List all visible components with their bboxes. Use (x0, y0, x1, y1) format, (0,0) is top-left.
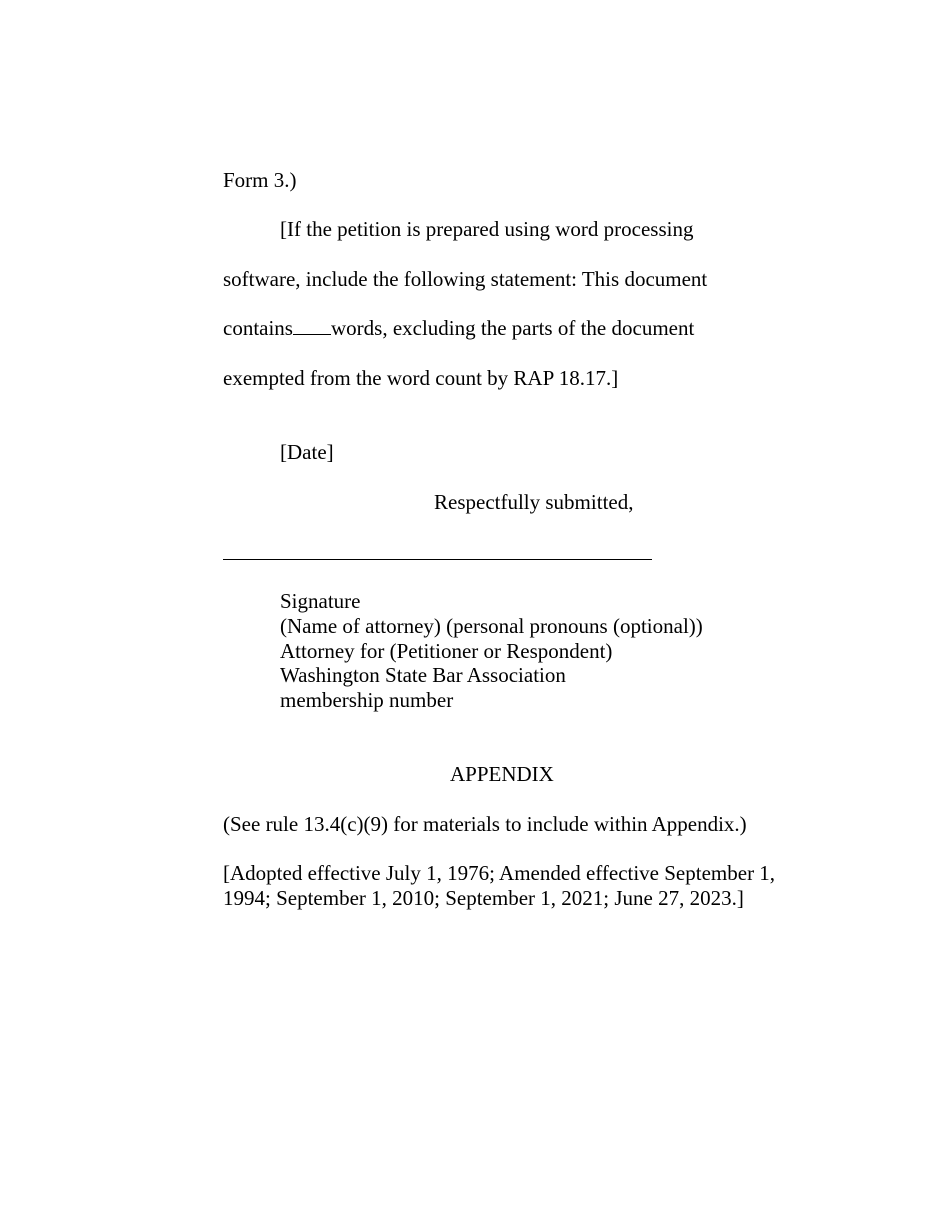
adoption-history: [Adopted effective July 1, 1976; Amended effective September 1, 1994; September 1, 2010; September 1, 2021; June 27, 2023.] (223, 861, 776, 910)
date-placeholder: [Date] (280, 440, 334, 464)
attorney-name: (Name of attorney) (personal pronouns (optional)) (280, 613, 703, 638)
closing-text: Respectfully submitted, (434, 490, 634, 514)
form-reference: Form 3.) (223, 168, 297, 192)
membership-number: membership number (280, 688, 454, 713)
word-processing-instruction-line-4: exempted from the word count by RAP 18.17.] (223, 366, 619, 390)
word-processing-instruction-line-3 (223, 316, 694, 340)
signature-block (280, 589, 703, 713)
appendix-heading: APPENDIX (450, 762, 554, 786)
appendix-note: (See rule 13.4(c)(9) for materials to include within Appendix.) (223, 812, 747, 836)
word-processing-instruction-line-1: [If the petition is prepared using word processing (280, 217, 694, 241)
word-processing-instruction-line-2: software, include the following statement: This document (223, 267, 708, 291)
signature-line (223, 559, 652, 560)
word-count-suffix: words, excluding the parts of the document (330, 316, 695, 340)
signature-label: Signature (280, 589, 361, 613)
word-count-prefix: contains (223, 316, 293, 340)
attorney-for: Attorney for (Petitioner or Respondent) (280, 638, 613, 663)
bar-association: Washington State Bar Association (280, 663, 566, 688)
word-count-blank (293, 320, 331, 335)
